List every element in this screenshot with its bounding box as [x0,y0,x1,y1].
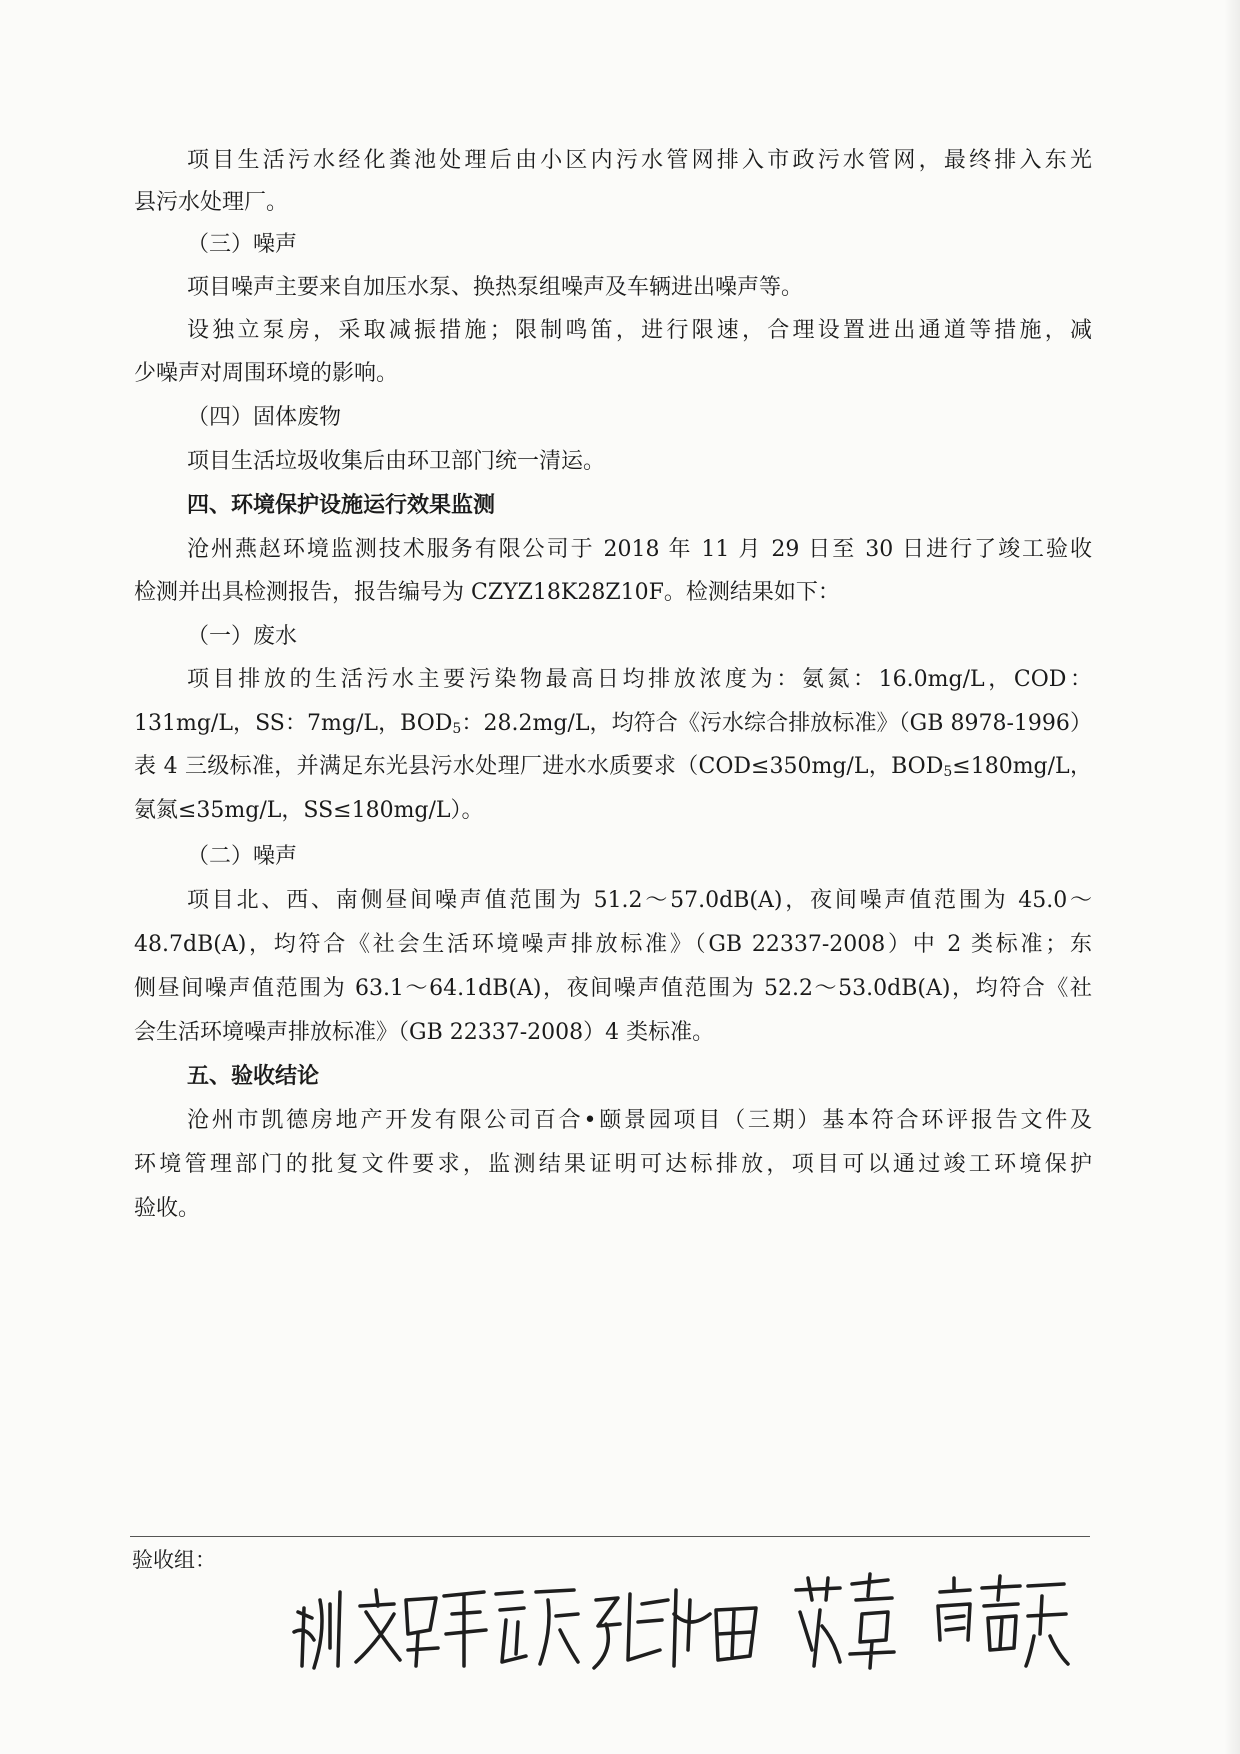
signature-rule [130,1536,1090,1537]
paragraph-wastewater-line-2: 县污水处理厂。 [134,190,289,215]
paragraph-monitoring-line-2: 检测并出具检测报告，报告编号为 CZYZ18K28Z10F。检测结果如下： [134,580,840,605]
text-run: 表 4 三级标准，并满足东光县污水处理厂进水水质要求（COD≤350mg/L，BOD [134,754,944,779]
paragraph-solid-waste: 项目生活垃圾收集后由环卫部门统一清运。 [187,449,606,474]
paragraph-wastewater-line-1: 项目生活污水经化粪池处理后由小区内污水管网排入市政污水管网，最终排入东光 [187,148,1092,173]
subscript: 5 [452,721,462,737]
paragraph-conclusion-line-2: 环境管理部门的批复文件要求，监测结果证明可达标排放，项目可以通过竣工环境保护 [134,1152,1092,1177]
paragraph-noise-results-line-1: 项目北、西、南侧昼间噪声值范围为 51.2～57.0dB(A)，夜间噪声值范围为 45.0～ [187,888,1092,913]
signature-row [290,1570,1150,1680]
section-4-title: 四、环境保护设施运行效果监测 [187,493,496,518]
subheading-solid-waste: （四）固体废物 [187,405,342,430]
subheading-noise-3: （三）噪声 [187,232,298,257]
handwritten-signature [590,1570,760,1680]
subheading-noise-2: （二）噪声 [187,844,298,869]
text-run: ≤180mg/L， [952,754,1092,779]
text-run: ：28.2mg/L，均符合《污水综合排放标准》（GB 8978-1996） [461,711,1092,736]
handwritten-signature [930,1570,1070,1680]
scan-edge-shadow [1224,0,1240,1754]
paragraph-wastewater-results-line-1: 项目排放的生活污水主要污染物最高日均排放浓度为：氨氮：16.0mg/L，COD： [187,667,1092,692]
paragraph-noise-results-line-3: 侧昼间噪声值范围为 63.1～64.1dB(A)，夜间噪声值范围为 52.2～53.0dB(A)，均符合《社 [134,976,1092,1001]
text-run: 131mg/L，SS：7mg/L，BOD [134,711,453,736]
paragraph-monitoring-line-1: 沧州燕赵环境监测技术服务有限公司于 2018 年 11 月 29 日至 30 日进行了竣工验收 [187,537,1092,562]
acceptance-group-label: 验收组： [132,1548,216,1572]
paragraph-wastewater-results-line-3 [134,752,1092,782]
paragraph-conclusion-line-3: 验收。 [134,1196,201,1221]
subheading-wastewater: （一）废水 [187,624,298,649]
paragraph-noise-measures-line-1: 设独立泵房，采取减振措施；限制鸣笛，进行限速，合理设置进出通道等措施，减 [187,318,1092,343]
paragraph-noise-results-line-2: 48.7dB(A)，均符合《社会生活环境噪声排放标准》（GB 22337-2008）中 2 类标准；东 [134,932,1092,957]
handwritten-signature [290,1570,440,1680]
section-5-title: 五、验收结论 [187,1064,320,1089]
subscript: 5 [943,764,953,780]
paragraph-noise-results-line-4: 会生活环境噪声排放标准》（GB 22337-2008）4 类标准。 [134,1020,715,1045]
paragraph-conclusion-line-1: 沧州市凯德房地产开发有限公司百合•颐景园项目（三期）基本符合环评报告文件及 [187,1108,1092,1133]
paragraph-noise-measures-line-2: 少噪声对周围环境的影响。 [134,361,399,386]
handwritten-signature [790,1570,900,1680]
paragraph-wastewater-results-line-2 [134,709,1092,739]
paragraph-noise-sources: 项目噪声主要来自加压水泵、换热泵组噪声及车辆进出噪声等。 [187,275,804,300]
handwritten-signature [440,1570,580,1680]
paragraph-wastewater-results-line-4: 氨氮≤35mg/L，SS≤180mg/L）。 [134,798,484,823]
